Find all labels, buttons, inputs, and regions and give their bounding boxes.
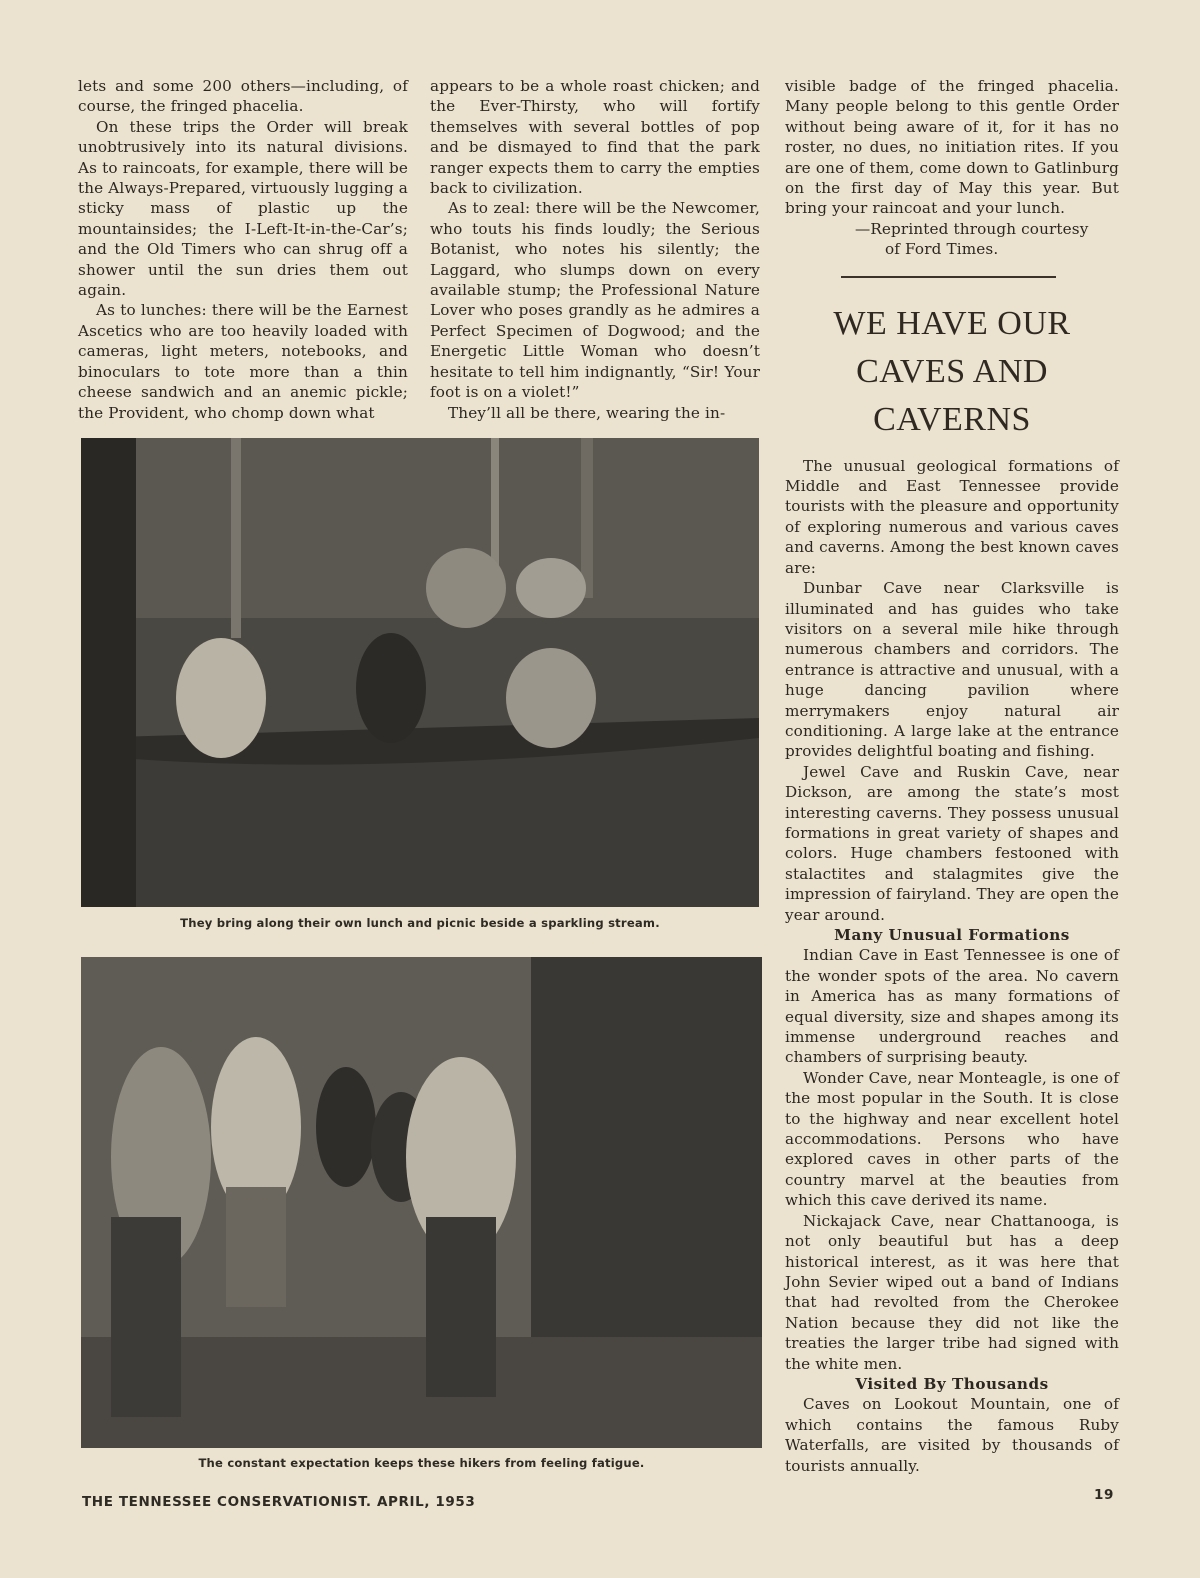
paragraph: Caves on Lookout Mountain, one of which contains the famous Ruby Waterfalls, are visited by thousands of tourists annually. <box>785 1395 1119 1475</box>
paragraph: Jewel Cave and Ruskin Cave, near Dickson, are among the state’s most interesting caverns. They possess unusual formations in great variety of shapes and colors. Huge chambers festooned with stalactites and stalagmites give the impression of fairyland. They are open the year around. <box>785 762 1119 924</box>
paragraph: lets and some 200 others—including, of course, the fringed phacelia. <box>78 77 408 116</box>
article-headline <box>785 300 1119 444</box>
paragraph: Indian Cave in East Tennessee is one of the wonder spots of the area. No cavern in America has as many formations of equal diversity, size and shapes among its immense underground reaches and chambers of surprising beauty. <box>785 946 1119 1067</box>
paragraph: appears to be a whole roast chicken; and the Ever-Thirsty, who will fortify themselves with several bottles of pop and be dismayed to find that the park ranger expects them to carry the empties back to civilization. <box>430 77 760 198</box>
headline-line: CAVERNS <box>873 400 1031 438</box>
photo-caption: They bring along their own lunch and picnic beside a sparkling stream. <box>180 916 660 930</box>
photo-hikers-group <box>81 957 762 1448</box>
credit-line: —Reprinted through courtesy <box>855 219 1089 238</box>
paragraph: As to lunches: there will be the Earnest Ascetics who are too heavily loaded with cameras, light meters, notebooks, and binoculars to tote more than a thin cheese sandwich and an anemic pickle; the Provident, who chomp down what <box>78 301 408 422</box>
photo-caption: The constant expectation keeps these hikers from feeling fatigue. <box>198 1456 645 1470</box>
paragraph: Dunbar Cave near Clarksville is illuminated and has guides who take visitors on a several mile hike through numerous chambers and corridors. The entrance is attractive and unusual, with a huge dancing pavilion where merrymakers enjoy natural air conditioning. A large lake at the entrance provides delightful boating and fishing. <box>785 579 1119 761</box>
paragraph: Wonder Cave, near Monteagle, is one of the most popular in the South. It is close to the highway and near excellent hotel accommodations. Persons who have explored caves in other parts of the country marvel at the beauties from which this cave derived its name. <box>785 1068 1119 1210</box>
paragraph: visible badge of the fringed phacelia. Many people belong to this gentle Order without being aware of it, for it has no roster, no dues, no initiation rites. If you are one of them, come down to Gatlinburg on the first day of May this year. But bring your raincoat and your lunch. <box>785 77 1119 218</box>
paragraph: They’ll all be there, wearing the in- <box>448 403 726 422</box>
subheading: Visited By Thousands <box>855 1374 1049 1393</box>
headline-line: CAVES AND <box>856 352 1048 390</box>
paragraph: On these trips the Order will break unobtrusively into its natural divisions. As to raincoats, for example, there will be the Always-Prepared, virtuously lugging a sticky mass of plastic up the mountainsides; the I-Left-It-in-the-Car’s; and the Old Timers who can shrug off a shower until the sun dries them out again. <box>78 117 408 300</box>
credit-line: of Ford Times. <box>885 240 999 259</box>
publication-footer: THE TENNESSEE CONSERVATIONIST. APRIL, 1953 <box>82 1494 476 1510</box>
paragraph: Nickajack Cave, near Chattanooga, is not only beautiful but has a deep historical interest, as it was here that John Sevier wiped out a band of Indians that had revolted from the Cherokee Nation because they did not like the treaties the larger tribe had signed with the white men. <box>785 1211 1119 1373</box>
photo-picnic-by-stream <box>81 438 759 907</box>
text-column-2 <box>430 76 760 423</box>
text-column-3 <box>785 76 1119 1476</box>
paragraph: The unusual geological formations of Middle and East Tennessee provide tourists with the pleasure and opportunity of exploring numerous and various caves and caverns. Among the best known caves are: <box>785 456 1119 577</box>
section-divider <box>841 276 1056 278</box>
subheading: Many Unusual Formations <box>834 926 1070 944</box>
paragraph: As to zeal: there will be the Newcomer, who touts his finds loudly; the Serious Botanist, who notes his silently; the Laggard, who slumps down on every available stump; the Professional Nature Lover who poses grandly as he admires a Perfect Specimen of Dogwood; and the Energetic Little Woman who doesn’t hesitate to tell him indignantly, “Sir! Your foot is on a violet!” <box>430 199 760 402</box>
headline-line: WE HAVE OUR <box>833 304 1071 342</box>
page-number: 19 <box>1094 1487 1114 1503</box>
text-column-1 <box>78 76 408 423</box>
